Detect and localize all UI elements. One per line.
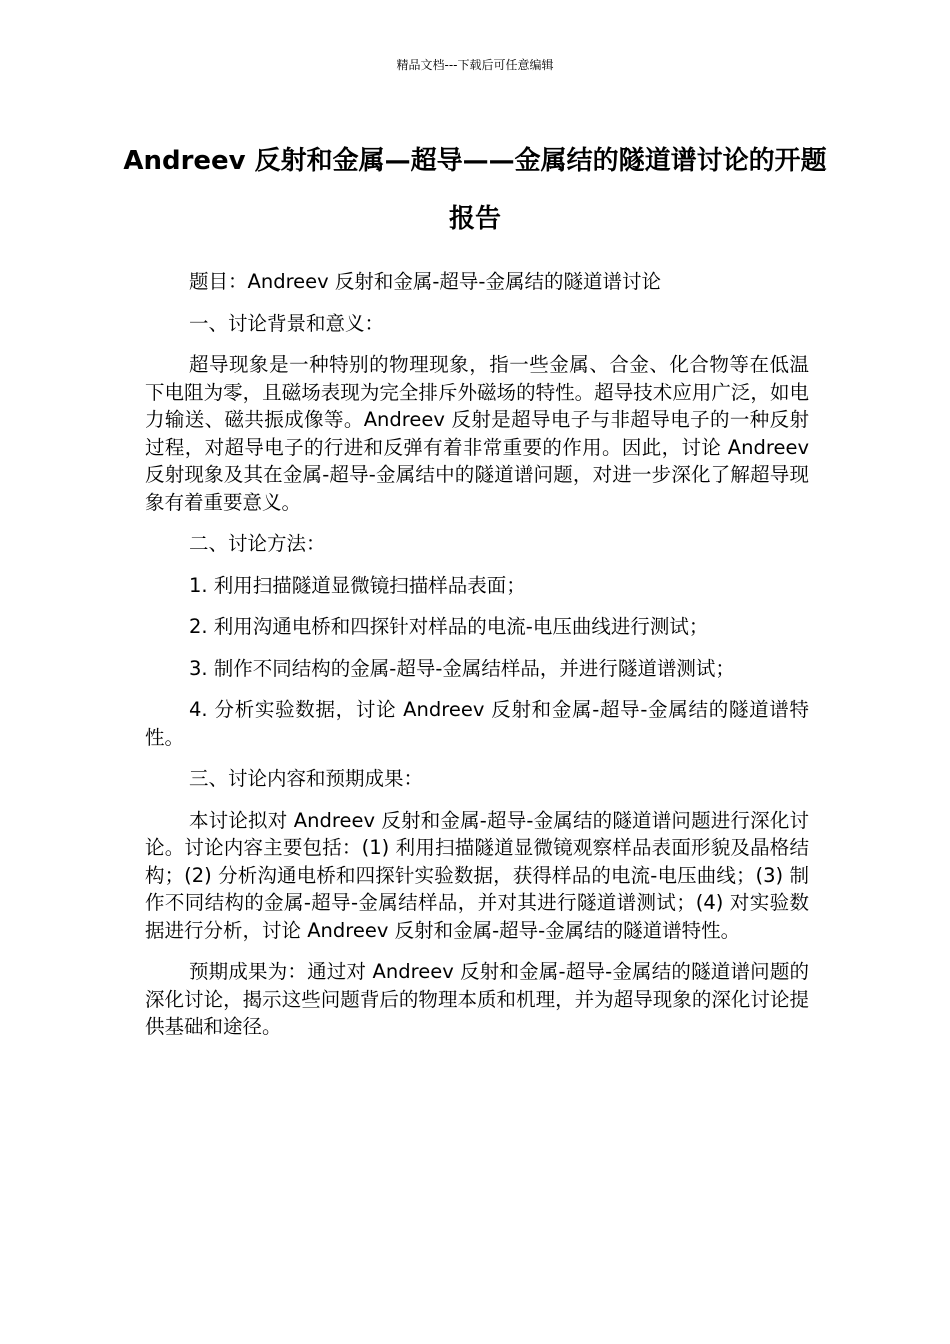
section-heading-content: 三、讨论内容和预期成果： [189, 767, 424, 790]
topic-line: 题目：Andreev 反射和金属-超导-金属结的隧道谱讨论 [189, 270, 661, 293]
header-note: 精品文档---下载后可任意编辑 [396, 58, 554, 72]
section-heading-background: 一、讨论背景和意义： [189, 311, 385, 335]
document-body [145, 268, 809, 1055]
paragraph-expected-results: 预期成果为：通过对 Andreev 反射和金属-超导-金属结的隧道谱问题的深化讨论，揭示这些问题背后的物理本质和机理，并为超导现象的深化讨论提供基础和途径。 [145, 960, 809, 1038]
method-item-4: 4. 分析实验数据，讨论 Andreev 反射和金属-超导-金属结的隧道谱特性。 [145, 698, 809, 749]
method-item-2: 2. 利用沟通电桥和四探针对样品的电流-电压曲线进行测试； [189, 615, 709, 638]
document-title: Andreev 反射和金属—超导——金属结的隧道谱讨论的开题报告 [123, 146, 827, 234]
section-heading-methods: 二、讨论方法： [189, 532, 326, 555]
method-item-1: 1. 利用扫描隧道显微镜扫描样品表面； [189, 573, 526, 597]
paragraph-content: 本讨论拟对 Andreev 反射和金属-超导-金属结的隧道谱问题进行深化讨论。讨论内容主要包括：(1) 利用扫描隧道显微镜观察样品表面形貌及晶格结构；(2) 分析沟通电桥和四探针实验数据，获得样品的电流-电压曲线；(3) 制作不同结构的金属-超导-金属结样品，并对其进行隧道谱测试；(4) 对实验数据进行分析，讨论 Andreev 反射和金属-超导-金属结的隧道谱特性。 [145, 808, 809, 942]
paragraph-background: 超导现象是一种特别的物理现象，指一些金属、合金、化合物等在低温下电阻为零，且磁场表现为完全排斥外磁场的特性。超导技术应用广泛，如电力输送、磁共振成像等。Andreev 反射是超导电子与非超导电子的一种反射过程，对超导电子的行进和反弹有着非常重要的作用。因此，讨论 Andreev 反射现象及其在金属-超导-金属结中的隧道谱问题，对进一步深化了解超导现象有着重要意义。 [145, 353, 809, 514]
method-item-3: 3. 制作不同结构的金属-超导-金属结样品，并进行隧道谱测试； [189, 656, 735, 680]
